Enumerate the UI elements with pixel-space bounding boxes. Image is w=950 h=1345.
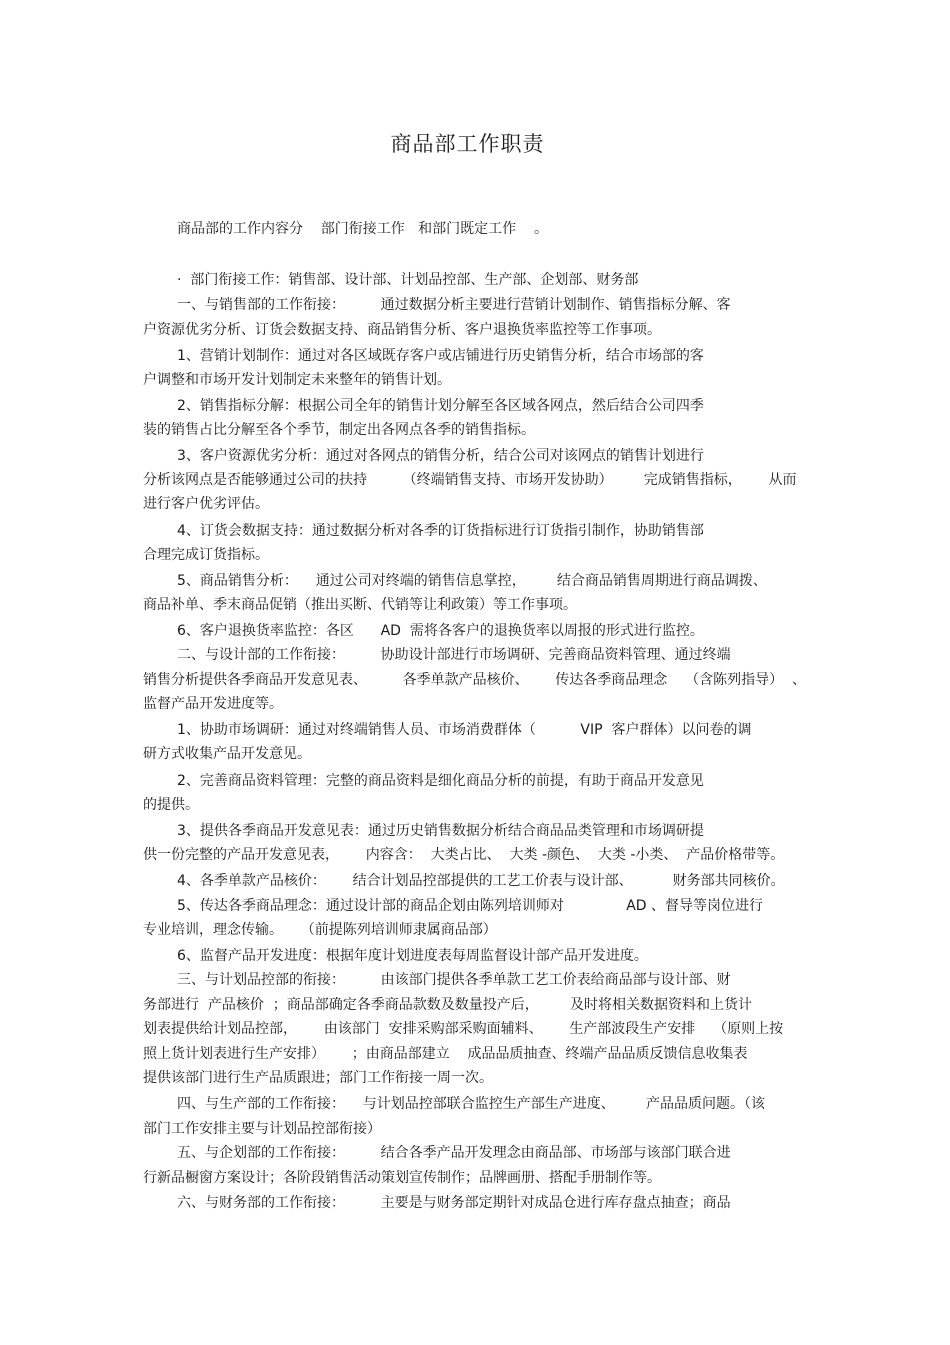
paragraph-line: 划表提供给计划品控部， 由该部门 安排采购部采购面辅料、 生产部波段生产安排 （原则上按	[143, 1021, 784, 1037]
paragraph-line: 1、营销计划制作：通过对各区域既存客户或店铺进行历史销售分析，结合市场部的客	[177, 348, 704, 364]
paragraph-line: 六、与财务部的工作衔接： 主要是与财务部定期针对成品仓进行库存盘点抽查；商品	[177, 1195, 731, 1211]
paragraph-line: 部门工作安排主要与计划品控部衔接）	[143, 1121, 381, 1137]
paragraph-line: 5、传达各季商品理念：通过设计部的商品企划由陈列培训师对 AD 、督导等岗位进行	[177, 898, 764, 914]
paragraph-line: 6、客户退换货率监控：各区 AD 需将各客户的退换货率以周报的形式进行监控。	[177, 623, 704, 639]
paragraph-line: · 部门衔接工作：销售部、设计部、计划品控部、生产部、企划部、财务部	[177, 272, 639, 288]
paragraph-line: 务部进行 产品核价 ；商品部确定各季商品款数及数量投产后， 及时将相关数据资料和上货计	[143, 997, 752, 1013]
paragraph-line: 供一份完整的产品开发意见表， 内容含： 大类占比、 大类 -颜色、 大类 -小类、 产品价格带等。	[143, 847, 785, 863]
paragraph-line: 研方式收集产品开发意见。	[143, 746, 311, 762]
paragraph-line: 四、与生产部的工作衔接： 与计划品控部联合监控生产部生产进度、 产品品质问题。（该	[177, 1096, 765, 1112]
paragraph-line: 装的销售占比分解至各个季节，制定出各网点各季的销售指标。	[143, 422, 535, 438]
paragraph-line: 专业培训，理念传输。 （前提陈列培训师隶属商品部）	[143, 922, 497, 938]
paragraph-line: 分析该网点是否能够通过公司的扶持 （终端销售支持、市场开发协助） 完成销售指标， 从而	[143, 472, 797, 488]
page-title: 商品部工作职责	[390, 132, 545, 156]
paragraph-line: 商品补单、季末商品促销（推出买断、代销等让利政策）等工作事项。	[143, 597, 577, 613]
paragraph-line: 提供该部门进行生产品质跟进；部门工作衔接一周一次。	[143, 1070, 493, 1086]
paragraph-line: 2、完善商品资料管理：完整的商品资料是细化商品分析的前提，有助于商品开发意见	[177, 773, 704, 789]
paragraph-line: 一、与销售部的工作衔接： 通过数据分析主要进行营销计划制作、销售指标分解、客	[177, 297, 731, 313]
paragraph-line: 6、监督产品开发进度：根据年度计划进度表每周监督设计部产品开发进度。	[177, 948, 648, 964]
paragraph-line: 3、客户资源优劣分析：通过对各网点的销售分析，结合公司对该网点的销售计划进行	[177, 448, 704, 464]
paragraph-line: 5、商品销售分析： 通过公司对终端的销售信息掌控， 结合商品销售周期进行商品调拨、	[177, 573, 767, 589]
paragraph-line: 三、与计划品控部的衔接： 由该部门提供各季单款工艺工价表给商品部与设计部、财	[177, 972, 731, 988]
paragraph-line: 二、与设计部的工作衔接： 协助设计部进行市场调研、完善商品资料管理、通过终端	[177, 647, 731, 663]
paragraph-line: 五、与企划部的工作衔接： 结合各季产品开发理念由商品部、市场部与该部门联合进	[177, 1145, 731, 1161]
paragraph-line: 3、提供各季商品开发意见表：通过历史销售数据分析结合商品品类管理和市场调研提	[177, 823, 704, 839]
paragraph-line: 4、各季单款产品核价： 结合计划品控部提供的工艺工价表与设计部、 财务部共同核价。	[177, 873, 785, 889]
paragraph-line: 1、协助市场调研：通过对终端销售人员、市场消费群体（ VIP 客户群体）以问卷的调	[177, 722, 752, 738]
paragraph-line: 户调整和市场开发计划制定未来整年的销售计划。	[143, 372, 451, 388]
paragraph-line: 合理完成订货指标。	[143, 547, 269, 563]
paragraph-line: 进行客户优劣评估。	[143, 496, 269, 512]
paragraph-line: 照上货计划表进行生产安排） ；由商品部建立 成品品质抽查、终端产品品质反馈信息收集表	[143, 1046, 748, 1062]
paragraph-line: 户资源优劣分析、订货会数据支持、商品销售分析、客户退换货率监控等工作事项。	[143, 322, 661, 338]
paragraph-line: 的提供。	[143, 797, 199, 813]
paragraph-line: 2、销售指标分解：根据公司全年的销售计划分解至各区域各网点，然后结合公司四季	[177, 398, 704, 414]
paragraph-line: 4、订货会数据支持：通过数据分析对各季的订货指标进行订货指引制作，协助销售部	[177, 523, 704, 539]
paragraph-line: 监督产品开发进度等。	[143, 696, 283, 712]
paragraph-line: 行新品橱窗方案设计；各阶段销售活动策划宣传制作；品牌画册、搭配手册制作等。	[143, 1170, 661, 1186]
paragraph-line: 商品部的工作内容分 部门衔接工作 和部门既定工作 。	[177, 221, 548, 237]
paragraph-line: 销售分析提供各季商品开发意见表、 各季单款产品核价、 传达各季商品理念 （含陈列指导） 、	[143, 672, 807, 688]
